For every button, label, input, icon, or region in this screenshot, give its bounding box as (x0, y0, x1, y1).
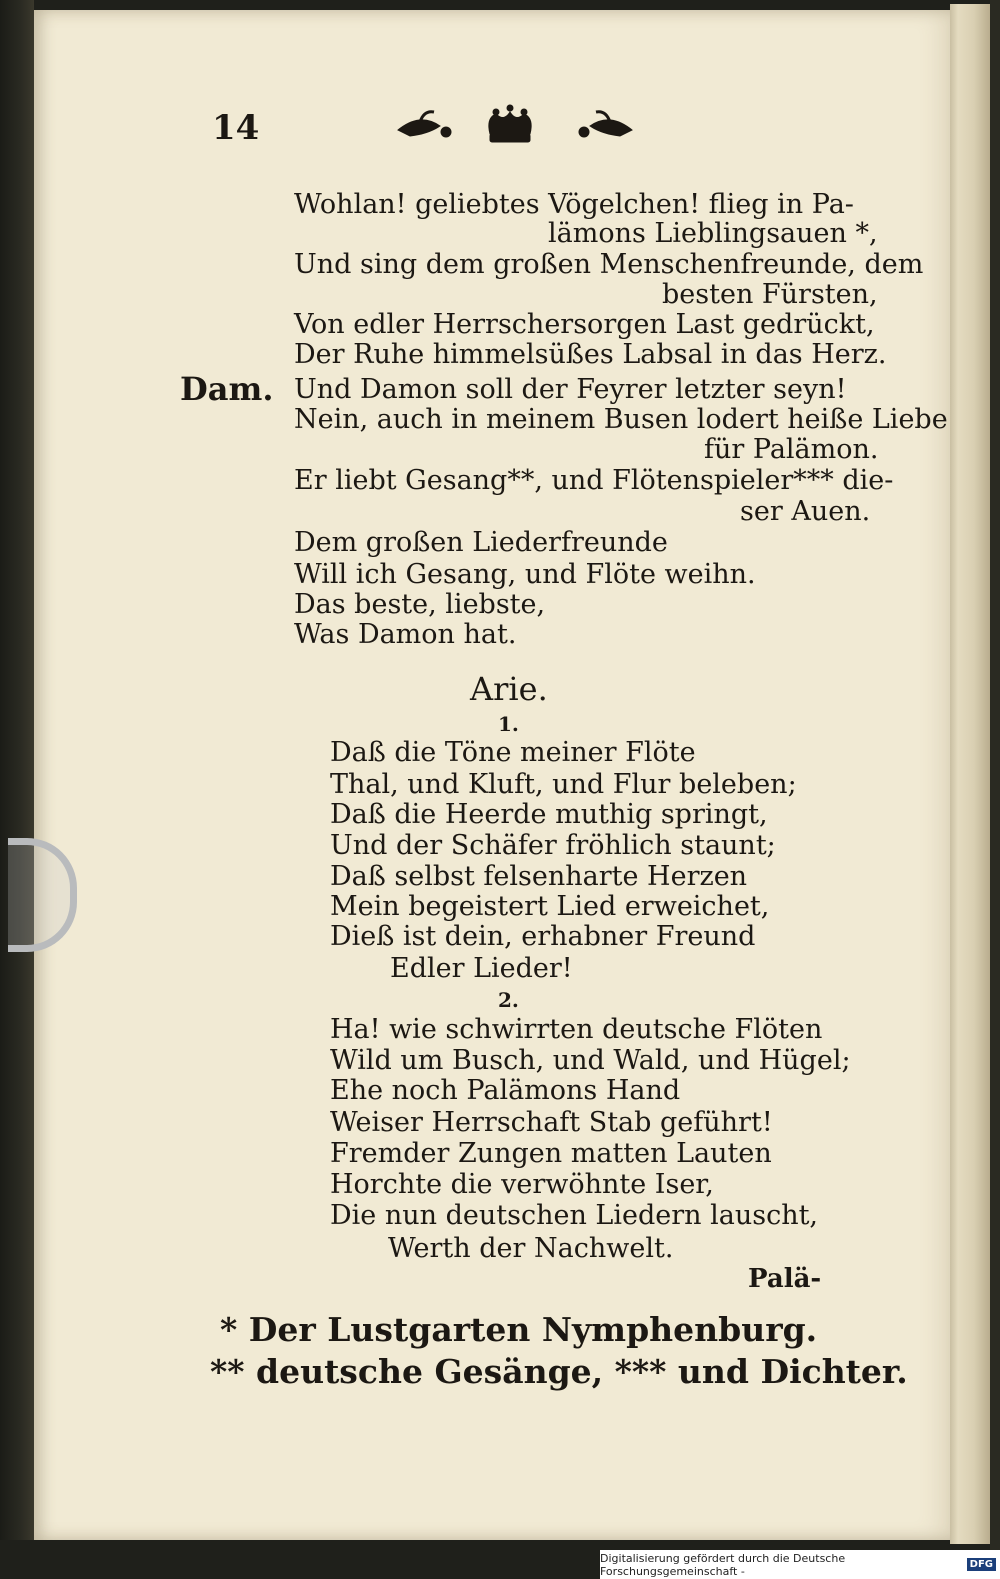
next-page-edge (950, 4, 990, 1544)
verse-line: Wild um Busch, und Wald, und Hügel; (330, 1045, 851, 1076)
verse-line: Mein begeistert Lied erweichet, (330, 891, 770, 922)
verse-line: Edler Lieder! (390, 953, 573, 984)
verse-line: Ehe noch Palämons Hand (330, 1075, 681, 1106)
aria-title: Arie. (470, 670, 548, 708)
poem-line: für Palämon. (704, 434, 879, 465)
verse-line: Weiser Herrschaft Stab geführt! (330, 1107, 773, 1138)
poem-line: besten Fürsten, (662, 279, 878, 310)
poem-line: Und sing dem großen Menschenfreunde, dem (294, 249, 924, 280)
poem-line: Nein, auch in meinem Busen lodert heiße Liebe (294, 404, 948, 435)
verse-line: Daß die Töne meiner Flöte (330, 737, 696, 768)
verse-line: Ha! wie schwirrten deutsche Flöten (330, 1014, 823, 1045)
verse-line: Dieß ist dein, erhabner Freund (330, 921, 756, 952)
credit-text: Digitalisierung gefördert durch die Deutsche Forschungsgemeinschaft - (600, 1551, 846, 1578)
verse-line: Werth der Nachwelt. (388, 1233, 674, 1264)
poem-line: Das beste, liebste, (294, 589, 546, 620)
verse-2-number: 2. (498, 988, 519, 1012)
catchword: Palä- (748, 1264, 822, 1294)
footnote-2: ** deutsche Gesänge, *** und Dichter. (210, 1352, 908, 1391)
page-number: 14 (212, 108, 260, 148)
verse-line: Daß selbst felsenharte Herzen (330, 861, 748, 892)
poem-line: Er liebt Gesang**, und Flötenspieler*** die- (294, 465, 894, 496)
verse-line: Die nun deutschen Liedern lauscht, (330, 1200, 819, 1231)
speaker-label: Dam. (180, 370, 274, 408)
verse-line: Horchte die verwöhnte Iser, (330, 1169, 714, 1200)
poem-line: ser Auen. (740, 496, 871, 527)
poem-line: Was Damon hat. (294, 619, 517, 650)
verse-line: Thal, und Kluft, und Flur beleben; (330, 769, 797, 800)
scan-border (990, 0, 1000, 1579)
verse-1-number: 1. (498, 712, 519, 736)
poem-line: Der Ruhe himmelsüßes Labsal in das Herz. (294, 339, 887, 370)
verse-line: Daß die Heerde muthig springt, (330, 799, 768, 830)
left-page-edge (0, 0, 34, 1540)
verse-line: Und der Schäfer fröhlich staunt; (330, 830, 776, 861)
digitization-credit-bar (600, 1550, 1000, 1579)
poem-line: Wohlan! geliebtes Vögelchen! flieg in Pa- (294, 189, 854, 220)
poem-line: Und Damon soll der Feyrer letzter seyn! (294, 374, 847, 405)
poem-line: Dem großen Liederfreunde (294, 527, 668, 558)
poem-line: Will ich Gesang, und Flöte weihn. (294, 559, 756, 590)
verse-line: Fremder Zungen matten Lauten (330, 1138, 772, 1169)
poem-line: Von edler Herrschersorgen Last gedrückt, (294, 309, 875, 340)
dfg-logo: DFG (967, 1558, 996, 1571)
poem-line: lämons Lieblingsauen *, (548, 218, 878, 249)
crown-ornament-icon (390, 104, 640, 150)
footnote-1: * Der Lustgarten Nymphenburg. (220, 1310, 818, 1349)
